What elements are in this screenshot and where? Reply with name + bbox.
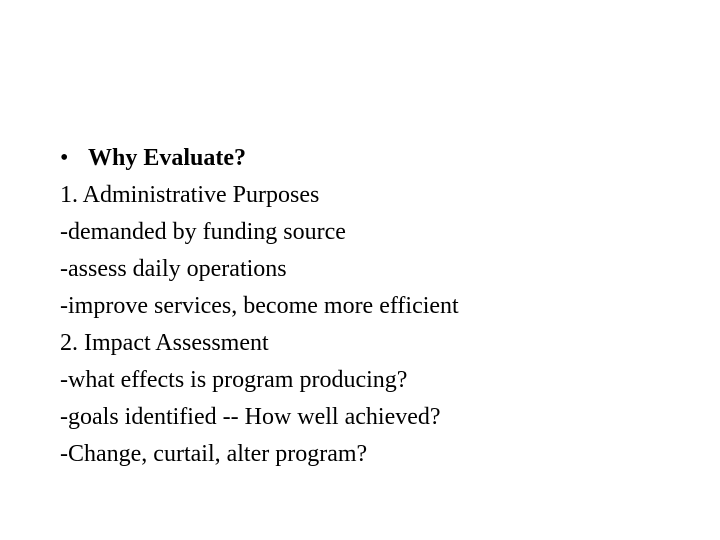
body-line-improve-services: -improve services, become more efficient <box>60 293 459 319</box>
body-line-change-program: -Change, curtail, alter program? <box>60 441 368 467</box>
bullet-icon: • <box>60 145 69 171</box>
body-line-daily-operations: -assess daily operations <box>60 256 287 282</box>
body-line-funding-source: -demanded by funding source <box>60 219 346 245</box>
body-line-impact-assessment: 2. Impact Assessment <box>60 330 269 356</box>
body-line-administrative-purposes: 1. Administrative Purposes <box>60 182 320 208</box>
slide-body <box>60 140 700 473</box>
slide-heading: Why Evaluate? <box>88 145 247 171</box>
heading-line <box>60 140 700 177</box>
body-line-goals-identified: -goals identified -- How well achieved? <box>60 404 441 430</box>
body-line-program-effects: -what effects is program producing? <box>60 367 408 393</box>
